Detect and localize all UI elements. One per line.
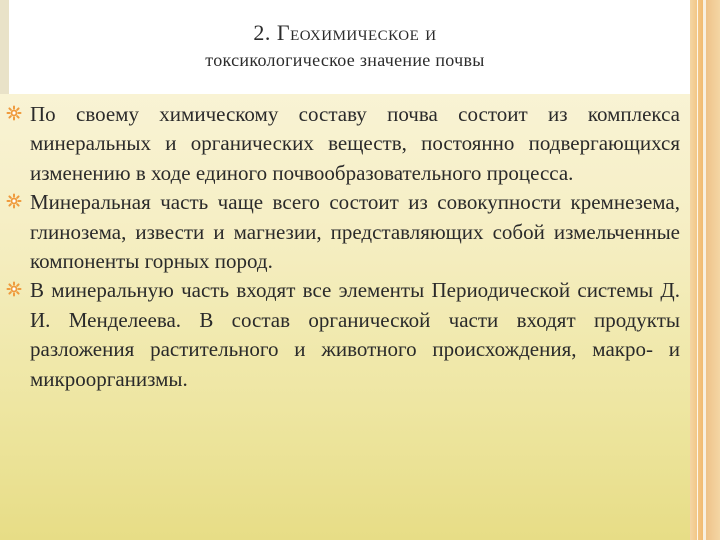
bullet-item bbox=[30, 276, 680, 394]
slide-title-line1: 2. Геохимическое и bbox=[253, 20, 437, 45]
star-burst-icon bbox=[6, 281, 22, 297]
title-bar bbox=[0, 0, 690, 94]
bullet-item bbox=[30, 188, 680, 276]
bullet-text: По своему химическому составу почва состоит из комплекса минеральных и органических веществ, постоянно подвергающихся изменению в ходе единого почвообразовательного процесса. bbox=[30, 102, 680, 185]
title-left-border bbox=[0, 0, 9, 94]
slide-title-line2: токсикологическое значение почвы bbox=[205, 50, 485, 70]
star-burst-icon bbox=[6, 193, 22, 209]
decorative-strip-line-thin bbox=[697, 0, 698, 540]
bullet-text: В минеральную часть входят все элементы Периодической системы Д. И. Менделеева. В состав органической части входят продукты разложения растительного и животного происхождения, макро- и микроорганизмы. bbox=[30, 278, 680, 391]
decorative-strip-line bbox=[703, 0, 706, 540]
bullet-item bbox=[30, 100, 680, 188]
bullet-text: Минеральная часть чаще всего состоит из совокупности кремнезема, глинозема, извести и магнезии, представляющих собой измельченные компоненты горных пород. bbox=[30, 190, 680, 274]
star-burst-icon bbox=[6, 105, 22, 121]
slide-content bbox=[30, 100, 680, 394]
